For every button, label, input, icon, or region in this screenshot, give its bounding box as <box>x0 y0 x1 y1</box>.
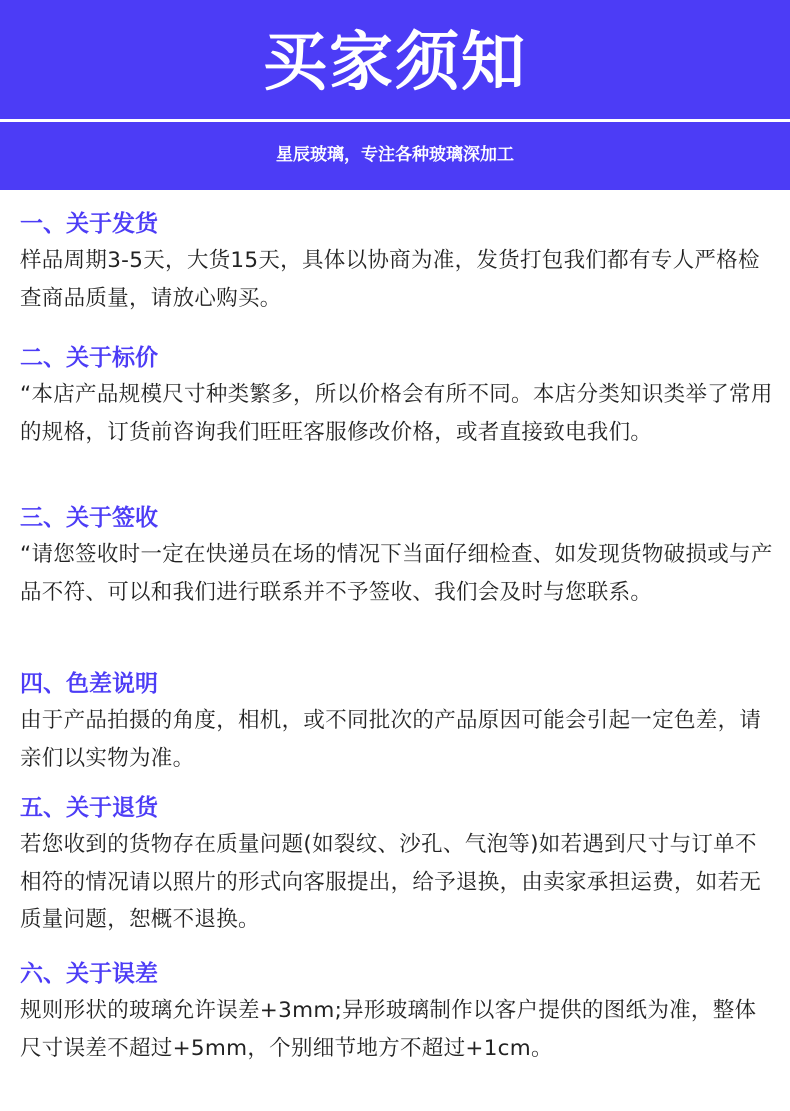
header-banner <box>0 0 790 190</box>
page-subtitle: 星辰玻璃，专注各种玻璃深加工 <box>276 145 514 165</box>
section-body: “本店产品规模尺寸种类繁多，所以价格会有所不同。本店分类知识类举了常用的规格，订货前咨询我们旺旺客服修改价格，或者直接致电我们。 <box>20 382 773 445</box>
section-body: 由于产品拍摄的角度，相机，或不同批次的产品原因可能会引起一定色差，请亲们以实物为准。 <box>20 708 762 771</box>
section-title: 一、关于发货 <box>20 211 158 237</box>
page-title: 买家须知 <box>263 26 527 100</box>
section-tolerance <box>20 956 776 1067</box>
section-body: 规则形状的玻璃允许误差+3mm;异形玻璃制作以客户提供的图纸为准，整体尺寸误差不超过+5mm，个别细节地方不超过+1cm。 <box>20 998 757 1061</box>
section-body: 样品周期3-5天，大货15天，具体以协商为准，发货打包我们都有专人严格检查商品质量，请放心购买。 <box>20 248 760 311</box>
section-shipping <box>20 206 776 317</box>
section-color-difference <box>20 666 776 777</box>
section-body: “请您签收时一定在快递员在场的情况下当面仔细检查、如发现货物破损或与产品不符、可以和我们进行联系并不予签收、我们会及时与您联系。 <box>20 542 773 605</box>
section-pricing <box>20 340 776 451</box>
section-returns <box>20 790 776 939</box>
section-title: 二、关于标价 <box>20 345 158 371</box>
section-receipt <box>20 500 776 611</box>
section-title: 四、色差说明 <box>20 671 158 697</box>
section-body: 若您收到的货物存在质量问题(如裂纹、沙孔、气泡等)如若遇到尺寸与订单不相符的情况请以照片的形式向客服提出，给予退换，由卖家承担运费，如若无质量问题，恕概不退换。 <box>20 832 762 932</box>
header-divider <box>0 119 790 122</box>
section-title: 三、关于签收 <box>20 505 158 531</box>
section-title: 六、关于误差 <box>20 961 158 987</box>
section-title: 五、关于退货 <box>20 795 158 821</box>
